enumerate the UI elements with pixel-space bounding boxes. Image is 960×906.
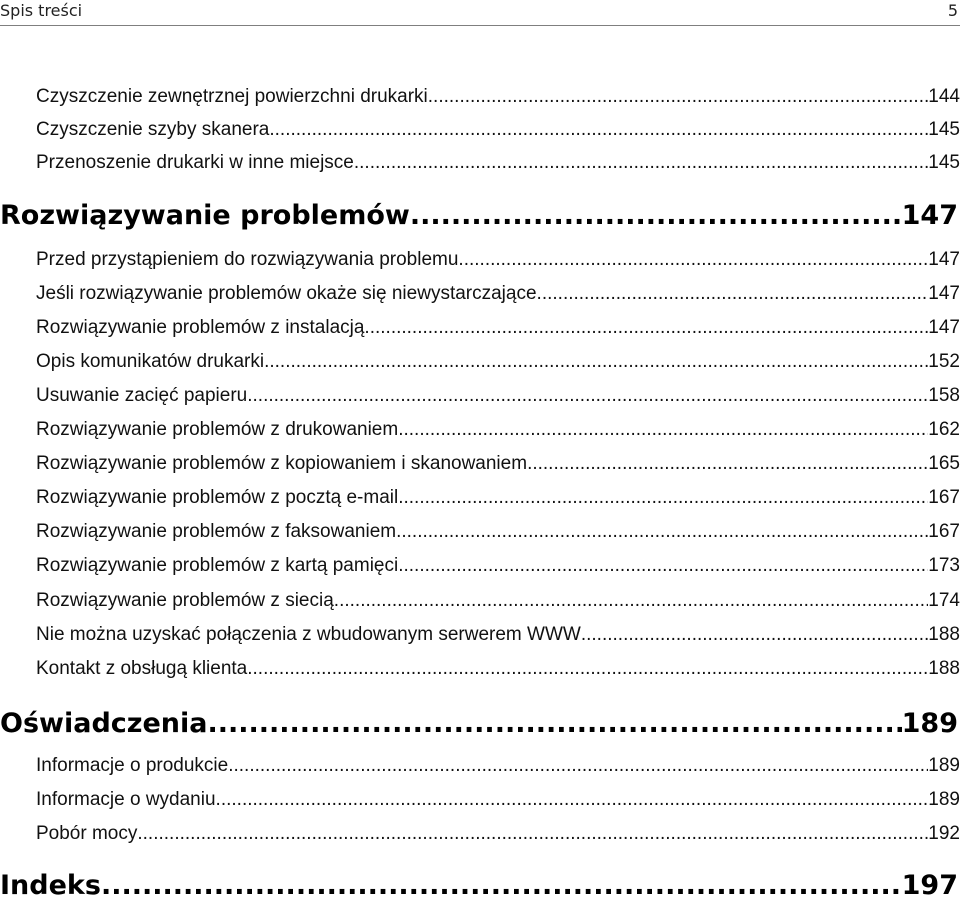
- toc-section-heading[interactable]: [0, 866, 958, 906]
- toc-entry-title: Rozwiązywanie problemów z instalacją: [36, 317, 365, 338]
- toc-entry[interactable]: [36, 313, 960, 343]
- toc-entry[interactable]: [36, 381, 960, 411]
- toc-section-heading[interactable]: [0, 704, 958, 744]
- toc-entry[interactable]: [36, 347, 960, 377]
- toc-entry-page: 147: [928, 249, 960, 270]
- toc-dot-leader: [398, 415, 928, 445]
- toc-entry-title: Kontakt z obsługą klienta: [36, 658, 248, 679]
- toc-entry-page: 145: [928, 152, 960, 173]
- toc-entry-page: 147: [928, 317, 960, 338]
- toc-entry-page: 145: [928, 119, 960, 140]
- toc-entry-page: 144: [928, 86, 960, 107]
- toc-entry-page: 189: [928, 755, 960, 776]
- toc-entry-page: 158: [928, 385, 960, 406]
- toc-entry[interactable]: [36, 148, 960, 178]
- toc-dot-leader: [334, 586, 929, 616]
- toc-section-title: Rozwiązywanie problemów: [0, 200, 410, 231]
- toc-entry-title: Rozwiązywanie problemów z faksowaniem: [36, 521, 397, 542]
- toc-entry-page: 174: [928, 590, 960, 611]
- toc-entry-page: 152: [928, 351, 960, 372]
- toc-entry-title: Nie można uzyskać połączenia z wbudowanym serwerem WWW: [36, 624, 581, 645]
- toc-entry[interactable]: [36, 819, 960, 849]
- toc-entry-title: Rozwiązywanie problemów z siecią: [36, 590, 334, 611]
- toc-dot-leader: [247, 654, 928, 684]
- toc-entry-title: Opis komunikatów drukarki: [36, 351, 265, 372]
- toc-entry-title: Przenoszenie drukarki w inne miejsce: [36, 152, 354, 173]
- toc-dot-leader: [208, 704, 902, 744]
- toc-entry-title: Usuwanie zacięć papieru: [36, 385, 248, 406]
- toc-entry-title: Rozwiązywanie problemów z drukowaniem: [36, 419, 399, 440]
- toc-entry-page: 165: [928, 453, 960, 474]
- toc-dot-leader: [398, 483, 928, 513]
- toc-dot-leader: [458, 245, 928, 275]
- toc-entry[interactable]: [36, 751, 960, 781]
- toc-entry[interactable]: [36, 785, 960, 815]
- toc-section-page: 189: [901, 708, 958, 739]
- toc-dot-leader: [364, 313, 928, 343]
- toc-entry[interactable]: [36, 82, 960, 112]
- toc-entry-title: Informacje o produkcie: [36, 755, 229, 776]
- toc-section-title: Oświadczenia: [0, 708, 208, 739]
- toc-entry[interactable]: [36, 517, 960, 547]
- toc-dot-leader: [101, 866, 902, 906]
- toc-entry-page: 162: [928, 419, 960, 440]
- toc-entry-title: Czyszczenie zewnętrznej powierzchni drukarki: [36, 86, 428, 107]
- toc-entry[interactable]: [36, 245, 960, 275]
- toc-section-page: 147: [901, 200, 958, 231]
- header-page-number: 5: [947, 1, 958, 20]
- toc-entry-page: 192: [928, 823, 960, 844]
- header-title: Spis treści: [0, 1, 83, 20]
- toc-entry-page: 147: [928, 283, 960, 304]
- toc-entry[interactable]: [36, 415, 960, 445]
- toc-entry[interactable]: [36, 279, 960, 309]
- toc-entry[interactable]: [36, 654, 960, 684]
- toc-dot-leader: [537, 279, 929, 309]
- toc-dot-leader: [396, 517, 928, 547]
- toc-entry[interactable]: [36, 115, 960, 145]
- toc-entry-page: 189: [928, 789, 960, 810]
- toc-dot-leader: [269, 115, 928, 145]
- toc-entry-title: Informacje o wydaniu: [36, 789, 216, 810]
- toc-dot-leader: [527, 449, 928, 479]
- toc-section-page: 197: [901, 870, 958, 901]
- toc-dot-leader: [398, 551, 928, 581]
- toc-entry[interactable]: [36, 449, 960, 479]
- toc-section-title: Indeks: [0, 870, 101, 901]
- toc-entry-title: Przed przystąpieniem do rozwiązywania problemu: [36, 249, 459, 270]
- toc-dot-leader: [137, 819, 928, 849]
- toc-section-heading[interactable]: [0, 196, 958, 236]
- toc-entry[interactable]: [36, 483, 960, 513]
- toc-entry-page: 188: [928, 658, 960, 679]
- toc-entry-title: Rozwiązywanie problemów z pocztą e-mail: [36, 487, 399, 508]
- toc-dot-leader: [581, 620, 928, 650]
- toc-entry[interactable]: [36, 551, 960, 581]
- toc-dot-leader: [216, 785, 929, 815]
- toc-entry-page: 167: [928, 521, 960, 542]
- toc-entry-page: 188: [928, 624, 960, 645]
- toc-entry-title: Czyszczenie szyby skanera: [36, 119, 270, 140]
- toc-entry-title: Pobór mocy: [36, 823, 138, 844]
- toc-entry-title: Jeśli rozwiązywanie problemów okaże się niewystarczające: [36, 283, 537, 304]
- toc-entry-title: Rozwiązywanie problemów z kartą pamięci: [36, 555, 399, 576]
- toc-entry[interactable]: [36, 586, 960, 616]
- toc-dot-leader: [228, 751, 928, 781]
- toc-dot-leader: [247, 381, 928, 411]
- toc-dot-leader: [428, 82, 929, 112]
- toc-entry-title: Rozwiązywanie problemów z kopiowaniem i skanowaniem: [36, 453, 528, 474]
- toc-entry-page: 173: [928, 555, 960, 576]
- toc-dot-leader: [354, 148, 928, 178]
- toc-dot-leader: [410, 196, 902, 236]
- toc-dot-leader: [264, 347, 928, 377]
- toc-entry[interactable]: [36, 620, 960, 650]
- toc-entry-page: 167: [928, 487, 960, 508]
